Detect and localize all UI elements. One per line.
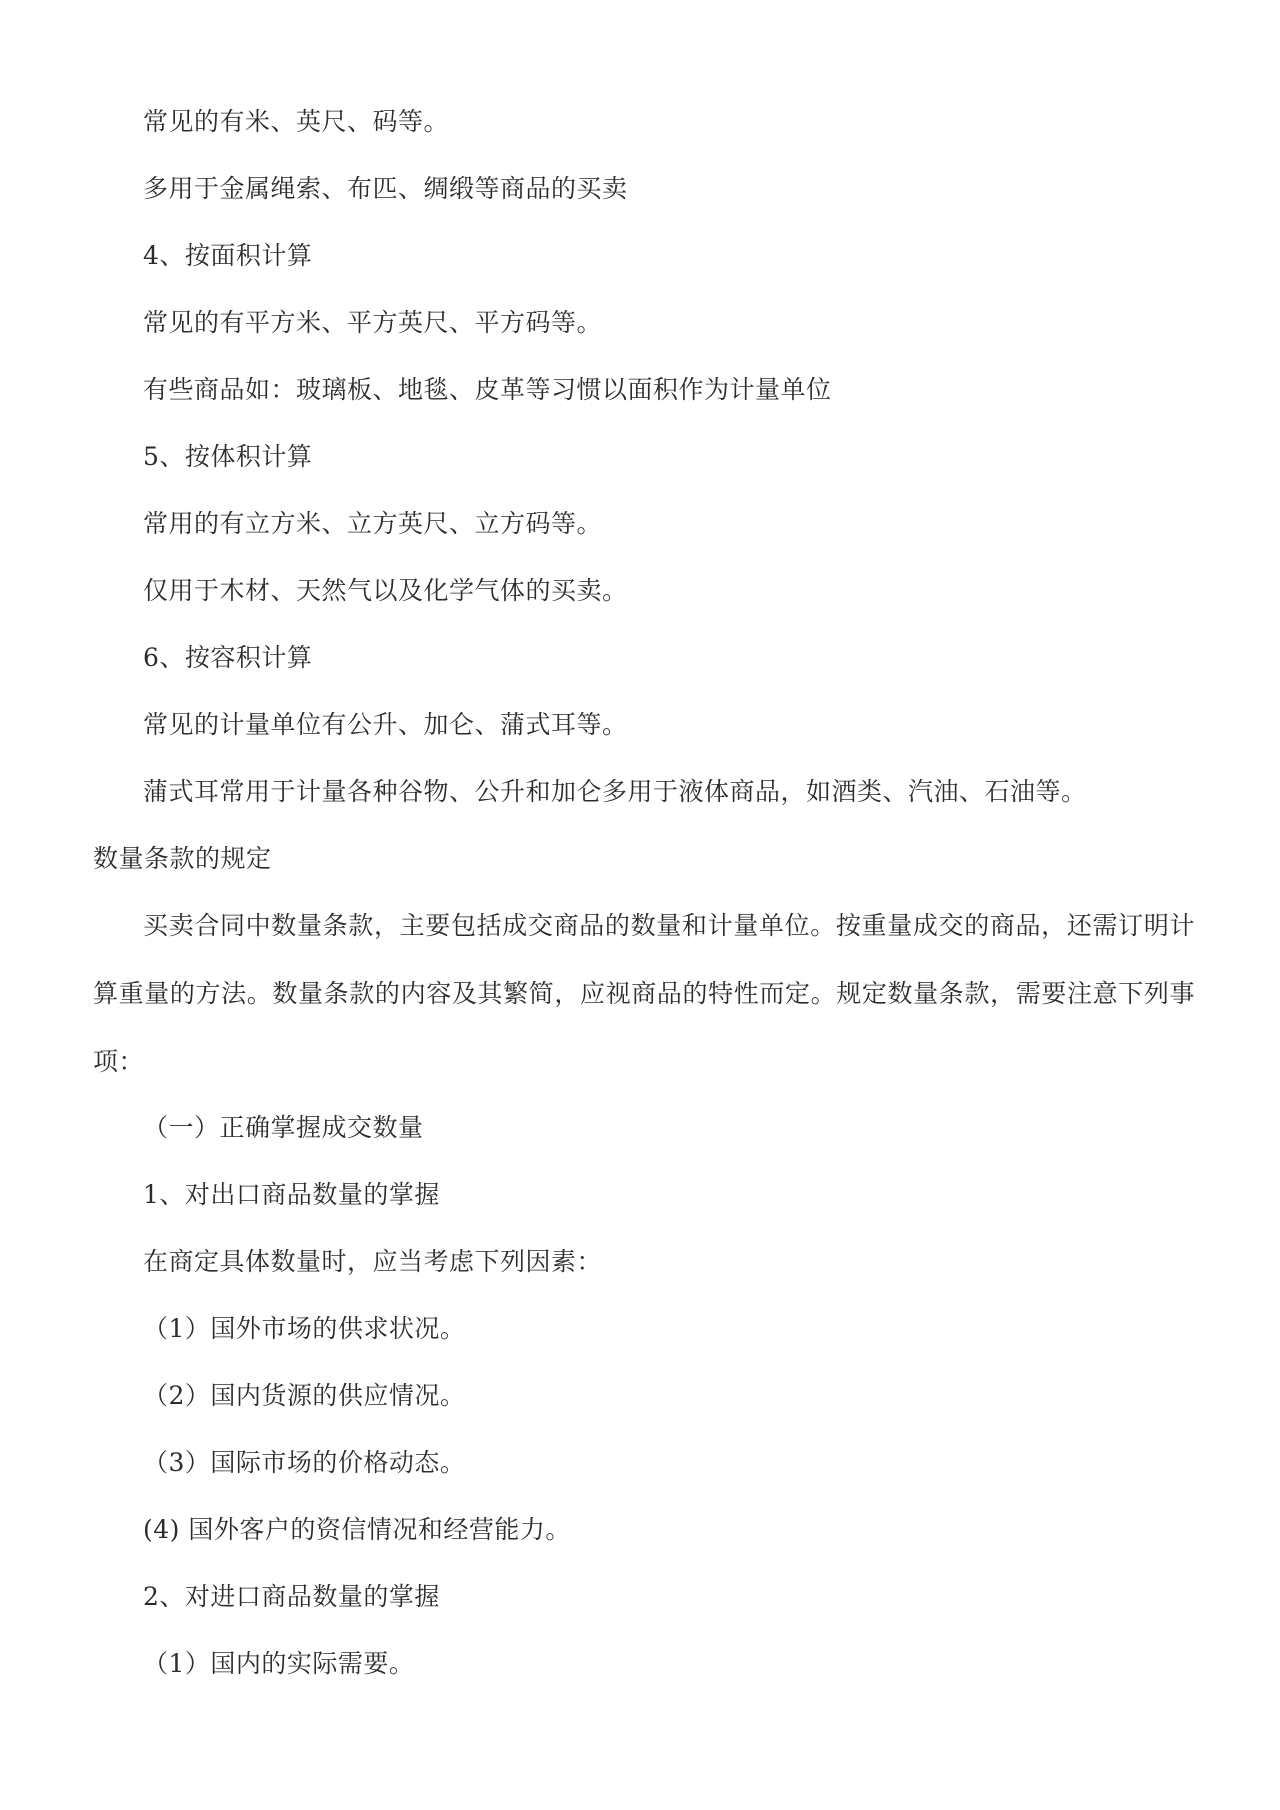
text-line: 蒲式耳常用于计量各种谷物、公升和加仑多用于液体商品，如酒类、汽油、石油等。	[143, 777, 1087, 806]
item-title: 2、对进口商品数量的掌握	[143, 1582, 440, 1611]
list-item: (4) 国外客户的资信情况和经营能力。	[143, 1515, 571, 1544]
text-line: 常见的计量单位有公升、加仑、蒲式耳等。	[143, 710, 628, 739]
text-line: 常用的有立方米、立方英尺、立方码等。	[143, 509, 603, 538]
text-line: 常见的有平方米、平方英尺、平方码等。	[143, 308, 603, 337]
text-line: 仅用于木材、天然气以及化学气体的买卖。	[143, 576, 628, 605]
text-line: 有些商品如：玻璃板、地毯、皮革等习惯以面积作为计量单位	[143, 375, 832, 404]
item-intro: 在商定具体数量时，应当考虑下列因素：	[143, 1247, 603, 1276]
list-heading: 4、按面积计算	[143, 241, 313, 270]
list-item: （3）国际市场的价格动态。	[143, 1448, 466, 1477]
text-line: 多用于金属绳索、布匹、绸缎等商品的买卖	[143, 174, 628, 203]
section-paragraph: 买卖合同中数量条款，主要包括成交商品的数量和计量单位。按重量成交的商品，还需订明计算重量的方法。数量条款的内容及其繁简，应视商品的特性而定。规定数量条款，需要注意下列事项：	[93, 911, 1195, 1076]
list-item: （2）国内货源的供应情况。	[143, 1381, 466, 1410]
subsection-title: （一）正确掌握成交数量	[143, 1113, 424, 1142]
list-heading: 5、按体积计算	[143, 442, 313, 471]
section-heading: 数量条款的规定	[93, 844, 272, 873]
list-item: （1）国外市场的供求状况。	[143, 1314, 466, 1343]
text-line: 常见的有米、英尺、码等。	[143, 107, 450, 136]
list-item: （1）国内的实际需要。	[143, 1649, 415, 1678]
item-title: 1、对出口商品数量的掌握	[143, 1180, 440, 1209]
list-heading: 6、按容积计算	[143, 643, 313, 672]
